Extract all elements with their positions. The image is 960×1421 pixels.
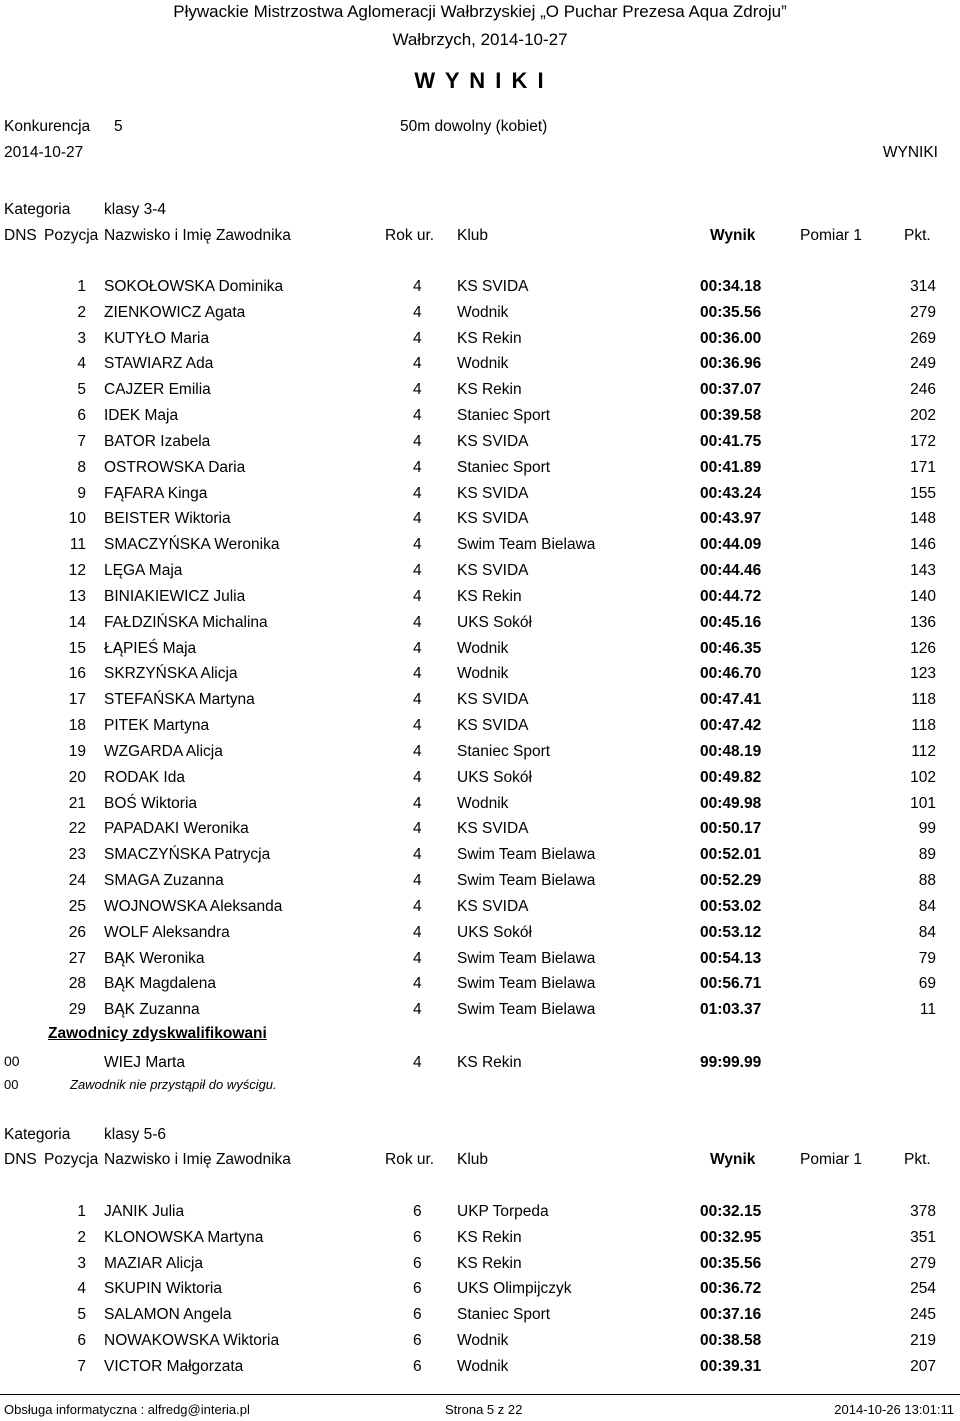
position-cell: 8 <box>77 458 86 476</box>
club-cell: KS SVIDA <box>457 432 529 450</box>
result-cell: 00:45.16 <box>700 613 762 631</box>
name-cell: PAPADAKI Weronika <box>104 820 249 838</box>
club-cell: UKS Olimpijczyk <box>457 1280 572 1298</box>
year-cell: 4 <box>413 536 422 554</box>
year-cell: 4 <box>413 717 422 735</box>
name-cell: BĄK Weronika <box>104 949 205 967</box>
table-row <box>0 820 960 842</box>
footer-operator: Obsługa informatyczna : alfredg@interia.pl <box>4 1402 250 1417</box>
club-cell: Swim Team Bielawa <box>457 975 596 993</box>
name-cell: ŁĄPIEŚ Maja <box>104 639 197 657</box>
col-pomiar: Pomiar 1 <box>800 227 863 244</box>
col-points: Pkt. <box>904 227 931 244</box>
disqualified-name: WIEJ Marta <box>104 1054 185 1071</box>
result-cell: 00:43.97 <box>700 510 762 528</box>
club-cell: Wodnik <box>457 639 509 657</box>
event-date: 2014-10-27 <box>4 144 84 161</box>
name-cell: KLONOWSKA Martyna <box>104 1228 264 1246</box>
name-cell: SALAMON Angela <box>104 1306 232 1324</box>
club-cell: Wodnik <box>457 1357 509 1375</box>
table-row <box>0 381 960 403</box>
points-cell: 126 <box>910 639 936 657</box>
table-row <box>0 330 960 352</box>
result-cell: 00:35.56 <box>700 1254 762 1272</box>
points-cell: 245 <box>910 1306 936 1324</box>
points-cell: 314 <box>910 278 936 295</box>
position-cell: 1 <box>77 1203 86 1220</box>
position-cell: 3 <box>77 1254 86 1272</box>
table-row <box>0 562 960 584</box>
result-cell: 00:48.19 <box>700 742 762 760</box>
result-cell: 00:54.13 <box>700 949 762 967</box>
name-cell: FĄFARA Kinga <box>104 484 208 502</box>
position-cell: 21 <box>68 794 86 812</box>
position-cell: 10 <box>68 510 86 528</box>
name-cell: RODAK Ida <box>104 768 185 786</box>
year-cell: 6 <box>413 1357 422 1375</box>
table-row <box>0 433 960 455</box>
result-cell: 00:53.02 <box>700 897 762 915</box>
note-code: 00 <box>4 1077 19 1092</box>
name-cell: WOJNOWSKA Aleksanda <box>104 897 283 915</box>
position-cell: 2 <box>77 1228 86 1246</box>
points-cell: 69 <box>918 975 936 993</box>
club-cell: KS Rekin <box>457 329 522 347</box>
result-cell: 00:41.89 <box>700 458 762 476</box>
table-row <box>0 898 960 920</box>
club-cell: KS Rekin <box>457 587 522 605</box>
year-cell: 4 <box>413 329 422 347</box>
name-cell: SKRZYŃSKA Alicja <box>104 665 238 683</box>
table-row <box>0 975 960 997</box>
year-cell: 6 <box>413 1306 422 1324</box>
club-cell: KS Rekin <box>457 1254 522 1272</box>
event-label: Konkurencja <box>4 118 91 135</box>
year-cell: 4 <box>413 846 422 864</box>
points-cell: 279 <box>910 303 936 321</box>
club-cell: UKP Torpeda <box>457 1203 549 1220</box>
name-cell: BĄK Magdalena <box>104 975 217 993</box>
position-cell: 2 <box>77 303 86 321</box>
year-cell: 4 <box>413 432 422 450</box>
note-text: Zawodnik nie przystąpił do wyścigu. <box>70 1077 277 1092</box>
col-result-2: Wynik <box>710 1151 756 1168</box>
points-cell: 112 <box>911 742 936 760</box>
position-cell: 20 <box>68 768 86 786</box>
year-cell: 4 <box>413 562 422 580</box>
position-cell: 11 <box>69 536 86 554</box>
table-row <box>0 278 960 300</box>
table-row <box>0 1229 960 1251</box>
club-cell: Staniec Sport <box>457 742 551 760</box>
name-cell: SOKOŁOWSKA Dominika <box>104 278 284 295</box>
position-cell: 6 <box>77 407 86 425</box>
table-row <box>0 304 960 326</box>
table-row <box>0 588 960 610</box>
club-cell: Wodnik <box>457 303 509 321</box>
result-cell: 00:43.24 <box>700 484 762 502</box>
result-cell: 00:49.82 <box>700 768 762 786</box>
position-cell: 27 <box>68 949 86 967</box>
position-cell: 18 <box>68 717 86 735</box>
table-row <box>0 1255 960 1277</box>
year-cell: 4 <box>413 665 422 683</box>
points-cell: 123 <box>910 665 936 683</box>
col-name: Nazwisko i Imię Zawodnika <box>104 227 291 244</box>
position-cell: 15 <box>68 639 86 657</box>
year-cell: 6 <box>413 1228 422 1246</box>
club-cell: KS SVIDA <box>457 717 529 735</box>
footer-page: Strona 5 z 22 <box>445 1402 523 1417</box>
club-cell: KS SVIDA <box>457 278 529 295</box>
col-result: Wynik <box>710 227 756 244</box>
club-cell: KS SVIDA <box>457 897 529 915</box>
name-cell: SMAGA Zuzanna <box>104 872 224 890</box>
points-cell: 99 <box>918 820 936 838</box>
name-cell: STAWIARZ Ada <box>104 355 214 373</box>
points-cell: 136 <box>910 613 936 631</box>
category-label-2: Kategoria <box>4 1126 71 1143</box>
event-status: WYNIKI <box>882 144 938 161</box>
name-cell: NOWAKOWSKA Wiktoria <box>104 1332 280 1350</box>
club-cell: Staniec Sport <box>457 458 551 476</box>
year-cell: 4 <box>413 820 422 838</box>
position-cell: 5 <box>77 1306 86 1324</box>
result-cell: 00:46.35 <box>700 639 762 657</box>
club-cell: Wodnik <box>457 794 509 812</box>
position-cell: 17 <box>68 691 86 709</box>
name-cell: PITEK Martyna <box>104 717 210 735</box>
category-label: Kategoria <box>4 201 71 218</box>
points-cell: 351 <box>910 1228 936 1246</box>
name-cell: STEFAŃSKA Martyna <box>104 691 255 709</box>
points-cell: 79 <box>918 949 936 967</box>
year-cell: 4 <box>413 975 422 993</box>
year-cell: 4 <box>413 794 422 812</box>
position-cell: 23 <box>68 846 86 864</box>
club-cell: KS Rekin <box>457 1228 522 1246</box>
club-cell: KS SVIDA <box>457 510 529 528</box>
name-cell: FAŁDZIŃSKA Michalina <box>104 613 268 631</box>
disqualified-code: 00 <box>4 1053 20 1069</box>
name-cell: BATOR Izabela <box>104 432 211 450</box>
table-row <box>0 1332 960 1354</box>
year-cell: 6 <box>413 1254 422 1272</box>
event-number: 5 <box>114 118 123 135</box>
name-cell: SMACZYŃSKA Patrycja <box>104 846 271 864</box>
points-cell: 143 <box>910 562 936 580</box>
result-cell: 00:32.15 <box>700 1203 762 1220</box>
position-cell: 13 <box>68 587 86 605</box>
points-cell: 118 <box>911 691 936 709</box>
name-cell: BĄK Zuzanna <box>104 1001 200 1019</box>
col-dns: DNS <box>4 227 37 244</box>
club-cell: Swim Team Bielawa <box>457 872 596 890</box>
category-value: klasy 3-4 <box>104 201 167 218</box>
table-row <box>0 510 960 532</box>
year-cell: 4 <box>413 381 422 399</box>
table-row <box>0 872 960 894</box>
disqualified-heading: Zawodnicy zdyskwalifikowani <box>48 1025 267 1042</box>
name-cell: MAZIAR Alicja <box>104 1254 204 1272</box>
result-cell: 00:44.46 <box>700 562 762 580</box>
name-cell: CAJZER Emilia <box>104 381 211 399</box>
position-cell: 14 <box>68 613 86 631</box>
position-cell: 28 <box>68 975 86 993</box>
position-cell: 6 <box>77 1332 86 1350</box>
result-cell: 00:32.95 <box>700 1228 762 1246</box>
year-cell: 4 <box>413 949 422 967</box>
col-year-2: Rok ur. <box>385 1151 435 1168</box>
points-cell: 102 <box>910 768 936 786</box>
result-cell: 00:39.31 <box>700 1357 762 1375</box>
result-cell: 00:46.70 <box>700 665 762 683</box>
name-cell: ZIENKOWICZ Agata <box>104 303 246 321</box>
result-cell: 00:36.72 <box>700 1280 762 1298</box>
year-cell: 4 <box>413 355 422 373</box>
year-cell: 6 <box>413 1203 422 1220</box>
result-cell: 00:52.29 <box>700 872 762 890</box>
table-row <box>0 691 960 713</box>
year-cell: 4 <box>413 278 422 295</box>
result-cell: 00:39.58 <box>700 407 762 425</box>
club-cell: Swim Team Bielawa <box>457 536 596 554</box>
position-cell: 22 <box>68 820 86 838</box>
table-row <box>0 407 960 429</box>
name-cell: LĘGA Maja <box>104 562 183 580</box>
club-cell: Swim Team Bielawa <box>457 846 596 864</box>
col-club: Klub <box>457 227 489 244</box>
name-cell: WOLF Aleksandra <box>104 923 230 941</box>
table-row <box>0 717 960 739</box>
result-cell: 00:41.75 <box>700 432 762 450</box>
col-points-2: Pkt. <box>904 1151 931 1168</box>
table-row <box>0 1203 960 1225</box>
result-cell: 00:37.16 <box>700 1306 762 1324</box>
year-cell: 4 <box>413 923 422 941</box>
result-cell: 00:53.12 <box>700 923 762 941</box>
table-row <box>0 846 960 868</box>
place-date: Wałbrzych, 2014-10-27 <box>392 30 568 49</box>
result-cell: 00:49.98 <box>700 794 762 812</box>
results-heading: W Y N I K I <box>414 68 546 93</box>
table-row <box>0 795 960 817</box>
position-cell: 26 <box>68 923 86 941</box>
result-cell: 00:35.56 <box>700 303 762 321</box>
points-cell: 11 <box>919 1001 936 1019</box>
points-cell: 148 <box>910 510 936 528</box>
position-cell: 9 <box>77 484 86 502</box>
footer-divider <box>0 1394 960 1395</box>
club-cell: KS SVIDA <box>457 562 529 580</box>
position-cell: 19 <box>68 742 86 760</box>
name-cell: KUTYŁO Maria <box>104 329 210 347</box>
table-row <box>0 614 960 636</box>
result-cell: 00:44.09 <box>700 536 762 554</box>
year-cell: 4 <box>413 303 422 321</box>
position-cell: 5 <box>77 381 86 399</box>
table-row <box>0 924 960 946</box>
points-cell: 118 <box>911 717 936 735</box>
club-cell: KS SVIDA <box>457 484 529 502</box>
position-cell: 7 <box>77 1357 86 1375</box>
club-cell: Staniec Sport <box>457 1306 551 1324</box>
disqualified-year: 4 <box>413 1054 422 1071</box>
name-cell: SKUPIN Wiktoria <box>104 1280 222 1298</box>
year-cell: 4 <box>413 639 422 657</box>
position-cell: 12 <box>68 562 86 580</box>
points-cell: 378 <box>910 1203 936 1220</box>
name-cell: JANIK Julia <box>104 1203 185 1220</box>
points-cell: 84 <box>918 923 936 941</box>
points-cell: 246 <box>910 381 936 399</box>
result-cell: 00:44.72 <box>700 587 762 605</box>
result-cell: 00:47.42 <box>700 717 762 735</box>
category-value-2: klasy 5-6 <box>104 1126 167 1143</box>
points-cell: 84 <box>918 897 936 915</box>
year-cell: 4 <box>413 510 422 528</box>
position-cell: 1 <box>77 278 86 295</box>
disqualified-result: 99:99.99 <box>700 1054 762 1071</box>
club-cell: Wodnik <box>457 665 509 683</box>
col-position-2: Pozycja <box>44 1151 99 1168</box>
year-cell: 6 <box>413 1280 422 1298</box>
competition-title: Pływackie Mistrzostwa Aglomeracji Wałbrzyskiej „O Puchar Prezesa Aqua Zdroju” <box>173 2 787 21</box>
table-row <box>0 665 960 687</box>
points-cell: 207 <box>910 1357 936 1375</box>
table-row <box>0 950 960 972</box>
points-cell: 146 <box>910 536 936 554</box>
name-cell: SMACZYŃSKA Weronika <box>104 536 280 554</box>
year-cell: 4 <box>413 897 422 915</box>
position-cell: 4 <box>77 355 86 373</box>
table-row <box>0 536 960 558</box>
club-cell: Wodnik <box>457 355 509 373</box>
club-cell: Wodnik <box>457 1332 509 1350</box>
result-cell: 00:36.00 <box>700 329 762 347</box>
result-cell: 00:50.17 <box>700 820 762 838</box>
table-row <box>0 459 960 481</box>
club-cell: Staniec Sport <box>457 407 551 425</box>
name-cell: IDEK Maja <box>104 407 179 425</box>
col-year: Rok ur. <box>385 227 435 244</box>
points-cell: 171 <box>910 458 936 476</box>
year-cell: 4 <box>413 872 422 890</box>
position-cell: 7 <box>77 432 86 450</box>
result-cell: 00:56.71 <box>700 975 762 993</box>
club-cell: UKS Sokół <box>457 923 532 941</box>
year-cell: 4 <box>413 1001 422 1019</box>
table-row <box>0 355 960 377</box>
name-cell: OSTROWSKA Daria <box>104 458 246 476</box>
club-cell: KS Rekin <box>457 381 522 399</box>
club-cell: UKS Sokół <box>457 768 532 786</box>
points-cell: 279 <box>910 1254 936 1272</box>
club-cell: UKS Sokół <box>457 613 532 631</box>
table-row <box>0 743 960 765</box>
table-row <box>0 769 960 791</box>
result-cell: 00:34.18 <box>700 278 762 295</box>
result-cell: 00:38.58 <box>700 1332 762 1350</box>
name-cell: BEISTER Wiktoria <box>104 510 231 528</box>
position-cell: 16 <box>68 665 86 683</box>
points-cell: 89 <box>918 846 936 864</box>
disqualified-club: KS Rekin <box>457 1054 522 1071</box>
result-cell: 00:36.96 <box>700 355 762 373</box>
club-cell: KS SVIDA <box>457 820 529 838</box>
table-row <box>0 1001 960 1023</box>
position-cell: 24 <box>68 872 86 890</box>
footer-timestamp: 2014-10-26 13:01:11 <box>834 1402 954 1417</box>
year-cell: 4 <box>413 458 422 476</box>
name-cell: BOŚ Wiktoria <box>104 794 198 812</box>
year-cell: 4 <box>413 407 422 425</box>
position-cell: 25 <box>68 897 86 915</box>
table-row <box>0 485 960 507</box>
col-club-2: Klub <box>457 1151 489 1168</box>
col-pomiar-2: Pomiar 1 <box>800 1151 863 1168</box>
result-cell: 01:03.37 <box>700 1001 762 1019</box>
position-cell: 29 <box>68 1001 86 1019</box>
name-cell: VICTOR Małgorzata <box>104 1357 244 1375</box>
club-cell: Swim Team Bielawa <box>457 949 596 967</box>
result-cell: 00:52.01 <box>700 846 762 864</box>
points-cell: 219 <box>910 1332 936 1350</box>
event-name: 50m dowolny (kobiet) <box>400 118 548 135</box>
year-cell: 4 <box>413 613 422 631</box>
points-cell: 249 <box>910 355 936 373</box>
year-cell: 6 <box>413 1332 422 1350</box>
year-cell: 4 <box>413 587 422 605</box>
table-row <box>0 1306 960 1328</box>
name-cell: WZGARDA Alicja <box>104 742 223 760</box>
name-cell: BINIAKIEWICZ Julia <box>104 587 246 605</box>
year-cell: 4 <box>413 484 422 502</box>
points-cell: 254 <box>910 1280 936 1298</box>
year-cell: 4 <box>413 691 422 709</box>
position-cell: 3 <box>77 329 86 347</box>
col-dns-2: DNS <box>4 1151 37 1168</box>
col-position: Pozycja <box>44 227 99 244</box>
year-cell: 4 <box>413 768 422 786</box>
club-cell: Swim Team Bielawa <box>457 1001 596 1019</box>
points-cell: 101 <box>910 794 936 812</box>
points-cell: 172 <box>910 432 936 450</box>
year-cell: 4 <box>413 742 422 760</box>
col-name-2: Nazwisko i Imię Zawodnika <box>104 1151 291 1168</box>
table-row <box>0 1280 960 1302</box>
points-cell: 202 <box>910 407 936 425</box>
table-row <box>0 640 960 662</box>
club-cell: KS SVIDA <box>457 691 529 709</box>
points-cell: 88 <box>918 872 936 890</box>
points-cell: 155 <box>910 484 936 502</box>
position-cell: 4 <box>77 1280 86 1298</box>
result-cell: 00:47.41 <box>700 691 762 709</box>
points-cell: 269 <box>910 329 936 347</box>
table-row <box>0 1358 960 1380</box>
points-cell: 140 <box>910 587 936 605</box>
result-cell: 00:37.07 <box>700 381 762 399</box>
